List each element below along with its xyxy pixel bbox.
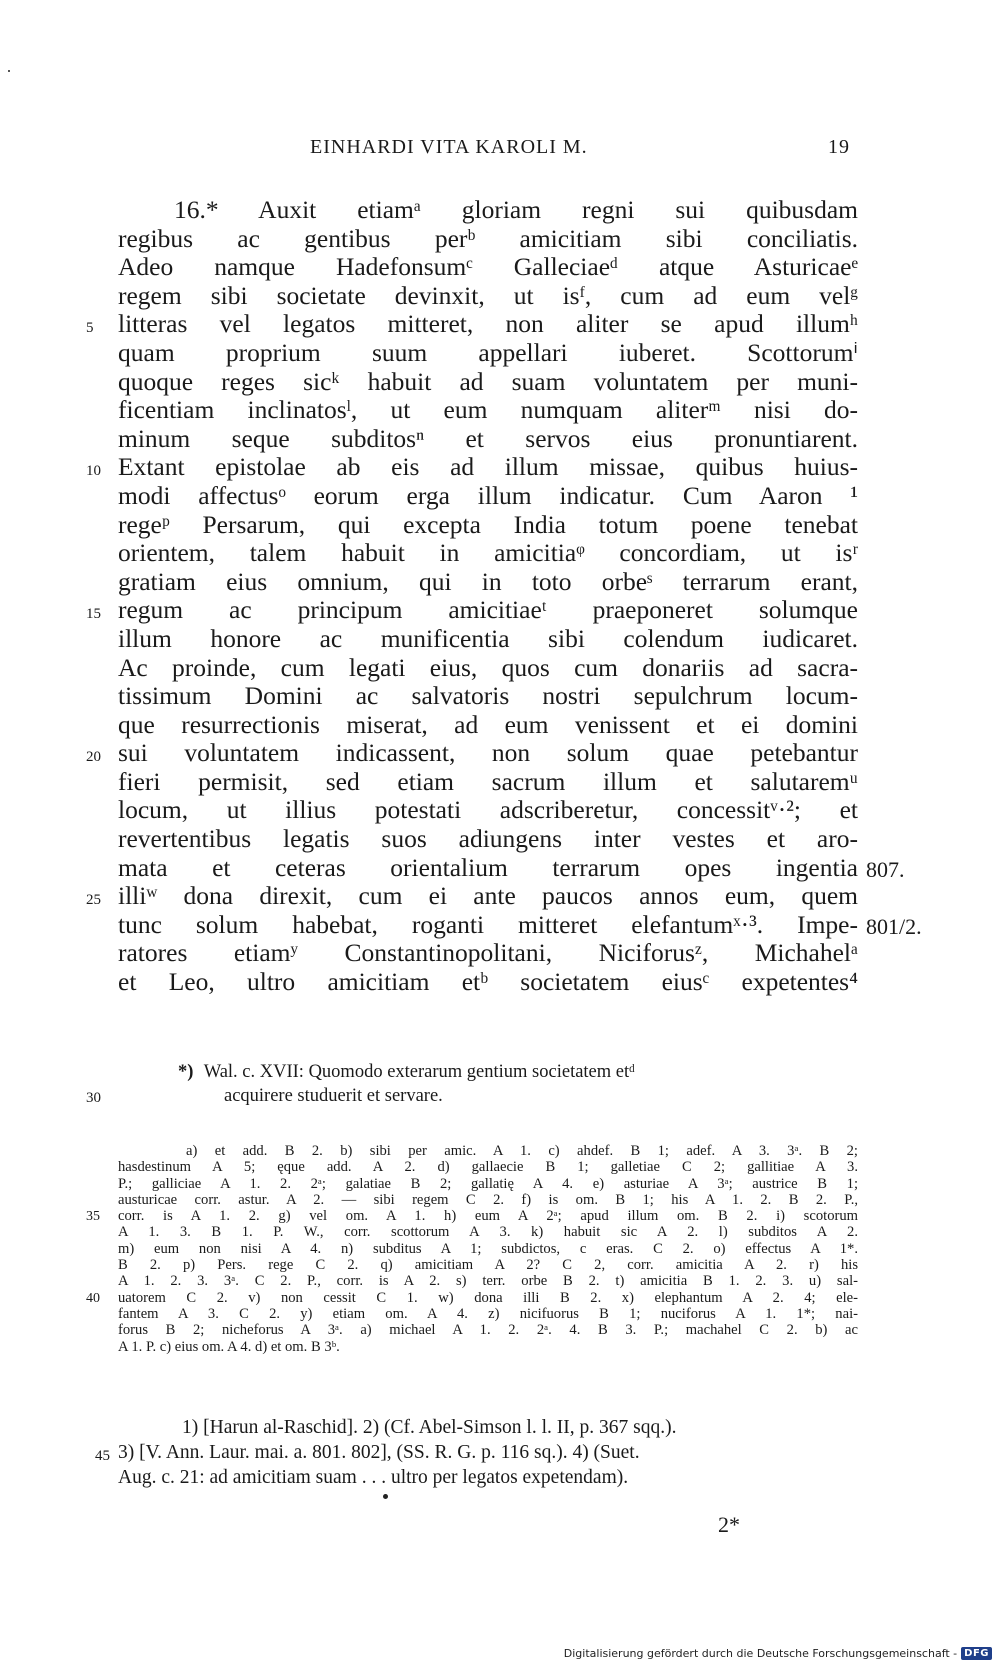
variants-line — [118, 1339, 858, 1355]
line-number: 20 — [86, 749, 101, 766]
main_text-line — [86, 595, 858, 625]
footnotes — [95, 1415, 858, 1490]
line-text: litteras vel legatos mitteret, non aliter se apud illumʰ — [118, 309, 858, 339]
line-text: regum ac principum amicitiaeᵗ praeponeret solumque — [118, 595, 858, 625]
line-text: A 1. P. c) eius om. A 4. d) et om. B 3ᵇ. — [118, 1338, 340, 1355]
running-title: EINHARDI VITA KAROLI M. — [310, 136, 588, 158]
main_text-line — [118, 852, 905, 883]
line-number: 5 — [86, 320, 94, 337]
main_text-line — [118, 909, 922, 940]
line-text: quam proprium suum appellari iuberet. Scottorumⁱ — [118, 337, 858, 367]
variants-line — [118, 1143, 858, 1159]
main_text-line — [118, 625, 858, 654]
footnotes-line — [118, 1415, 858, 1440]
line-text: Adeo namque Hadefonsumᶜ Galleciaeᵈ atque Asturicaeᵉ — [118, 252, 858, 282]
variants-line — [118, 1306, 858, 1322]
line-text: ficentiam inclinatosˡ, ut eum numquam aliterᵐ nisi do- — [118, 395, 858, 425]
line-text: A 1. 2. 3. 3ᵃ. C 2. P., corr. is A 2. s) terr. orbe B 2. t) amicitia B 1. 2. 3. u) sal- — [118, 1273, 858, 1290]
line-text: mata et ceteras orientalium terrarum opes ingentia — [118, 852, 858, 882]
main_text-line — [118, 368, 858, 397]
variants-line — [118, 1159, 858, 1175]
variants-line — [118, 1273, 858, 1289]
star-note-line-1: Wal. c. XVII: Quomodo exterarum gentium societatem etᵈ — [203, 1062, 635, 1082]
variants-line — [118, 1176, 858, 1192]
star-note — [178, 1060, 818, 1108]
line-text: a) et add. B 2. b) sibi per amic. A 1. c) ahdef. B 1; adef. A 3. 3ᵃ. B 2; — [186, 1143, 858, 1159]
main_text-line — [86, 452, 858, 482]
line-number: 10 — [86, 463, 101, 480]
line-text: fieri permisit, sed etiam sacrum illum et salutaremᵘ — [118, 766, 858, 796]
variants-line — [118, 1241, 858, 1257]
variants-line — [118, 1224, 858, 1240]
main_text-line — [118, 396, 858, 425]
variants-line — [118, 1192, 858, 1208]
line-text: illum honore ac munificentia sibi colendum iudicaret. — [118, 623, 858, 653]
main_text-line — [118, 339, 858, 368]
signature-mark: 2* — [718, 1512, 740, 1537]
scan-speck — [8, 70, 10, 72]
main_text-line — [118, 511, 858, 540]
margin-date: 801/2. — [866, 913, 922, 939]
credit-text: Digitalisierung gefördert durch die Deutsche Forschungsgemeinschaft - — [563, 1647, 958, 1660]
digitization-credit — [564, 1647, 992, 1660]
line-text: tunc solum habebat, roganti mitteret elefantumˣ·³. Impe- — [118, 909, 858, 939]
page-number: 19 — [828, 136, 850, 158]
line-text: Aug. c. 21: ad amicitiam suam . . . ultro per legatos expetendam). — [118, 1467, 629, 1488]
line-text: ratores etiamʸ Constantinopolitani, Niciforusᶻ, Michahelᵃ — [118, 938, 858, 968]
main_text-line — [118, 482, 858, 511]
line-number: 35 — [86, 1209, 100, 1225]
line-text: tissimum Domini ac salvatoris nostri sepulchrum locum- — [118, 681, 858, 711]
line-text: orientem, talem habuit in amicitiaᵠ concordiam, ut isʳ — [118, 538, 858, 568]
line-text: P.; galliciae A 1. 2. 2ᵃ; galatiae B 2; gallatię A 4. e) asturiae A 3ᵃ; austrice B 1; — [118, 1175, 858, 1192]
main_text-line — [118, 196, 858, 225]
line-number: 30 — [86, 1090, 101, 1106]
main_text-line — [86, 881, 858, 911]
line-text: illiʷ dona direxit, cum ei ante paucos annos eum, quem — [118, 881, 858, 911]
textual-variants — [86, 1143, 858, 1355]
line-text: sui voluntatem indicassent, non solum quae petebantur — [118, 738, 858, 768]
main_text-line — [118, 225, 858, 254]
line-number: 25 — [86, 892, 101, 909]
main_text-line — [118, 768, 858, 797]
star-note-line-2: acquirere studuerit et servare. — [224, 1086, 443, 1106]
main_text-line — [118, 682, 858, 711]
line-text: modi affectusᵒ eorum erga illum indicatur. Cum Aaron ¹ — [118, 480, 858, 510]
main_text-line — [118, 939, 858, 968]
main_text-line — [118, 968, 858, 997]
main_text-line — [118, 825, 858, 854]
line-text: Ac proinde, cum legati eius, quos cum donariis ad sacra- — [118, 652, 858, 682]
line-text: fantem A 3. C 2. y) etiam om. A 4. z) nicifuorus B 1; nuciforus A 1. 1*; nai- — [118, 1305, 858, 1322]
main_text-line — [118, 711, 858, 740]
line-text: 16.* Auxit etiamᵃ gloriam regni sui quibusdam — [174, 195, 858, 224]
printing-dot — [383, 1494, 388, 1499]
line-number: 40 — [86, 1290, 100, 1306]
line-text: uatorem C 2. v) non cessit C 1. w) dona illi B 2. x) elephantum A 2. 4; ele- — [118, 1289, 858, 1306]
footnotes-line — [95, 1440, 858, 1465]
line-text: regem sibi societate devinxit, ut isᶠ, cum ad eum velᵍ — [118, 280, 858, 310]
line-text: regeᵖ Persarum, qui excepta India totum poene tenebat — [118, 509, 858, 539]
main_text-line — [86, 309, 858, 339]
star-marker: *) — [178, 1062, 194, 1082]
line-text: quoque reges sicᵏ habuit ad suam voluntatem per muni- — [118, 366, 858, 396]
line-text: m) eum non nisi A 4. n) subditus A 1; subdictos, c eras. C 2. o) effectus A 1*. — [118, 1240, 858, 1257]
line-text: locum, ut illius potestati adscriberetur, concessitᵛ·²; et — [118, 795, 858, 825]
line-text: revertentibus legatis suos adiungens inter vestes et aro- — [118, 824, 858, 854]
line-text: que resurrectionis miserat, ad eum venissent et ei domini — [118, 709, 858, 739]
main_text-line — [118, 568, 858, 597]
line-text: gratiam eius omnium, qui in toto orbeˢ terrarum erant, — [118, 566, 858, 596]
main_text-line — [118, 539, 858, 568]
line-text: austuricae corr. astur. A 2. — sibi regem C 2. f) is om. B 1; his A 1. 2. B 2. P., — [118, 1191, 858, 1208]
line-text: hasdestinum A 5; ęque add. A 2. d) gallaecie B 1; galletiae C 2; gallitiae A 3. — [118, 1159, 858, 1176]
main-text — [86, 195, 922, 997]
main_text-line — [118, 425, 858, 454]
variants-line — [118, 1322, 858, 1338]
main_text-line — [118, 282, 858, 311]
line-text: corr. is A 1. 2. g) vel om. A 1. h) eum A 2ᵃ; apud illum om. B 2. i) scotorum — [118, 1208, 858, 1225]
margin-date: 807. — [866, 856, 905, 882]
line-text: Extant epistolae ab eis ad illum missae, quibus huius- — [118, 452, 858, 482]
main_text-line — [118, 796, 858, 825]
line-number: 15 — [86, 606, 101, 623]
line-text: regibus ac gentibus perᵇ amicitiam sibi conciliatis. — [118, 223, 858, 253]
line-text: minum seque subditosⁿ et servos eius pronuntiarent. — [118, 423, 858, 453]
variants-line — [86, 1289, 858, 1306]
footnotes-line — [118, 1465, 858, 1490]
line-text: A 1. 3. B 1. P. W., corr. scottorum A 3. k) habuit sic A 2. l) subditos A 2. — [118, 1224, 858, 1241]
line-text: forus B 2; nicheforus A 3ᵃ. a) michael A 1. 2. 2ᵃ. 4. B 3. P.; machahel C 2. b) ac — [118, 1322, 858, 1339]
dfg-logo: DFG — [961, 1647, 992, 1660]
line-text: 1) [Harun al-Raschid]. 2) (Cf. Abel-Simson l. l. II, p. 367 sqq.). — [182, 1417, 677, 1438]
line-text: B 2. p) Pers. rege C 2. q) amicitiam A 2? C 2, corr. amicitia A 2. r) his — [118, 1257, 858, 1274]
variants-line — [86, 1208, 858, 1225]
main_text-line — [118, 654, 858, 683]
line-text: et Leo, ultro amicitiam etᵇ societatem eiusᶜ expetentes⁴ — [118, 967, 858, 997]
main_text-line — [86, 738, 858, 768]
line-text: 3) [V. Ann. Laur. mai. a. 801. 802], (SS. R. G. p. 116 sq.). 4) (Suet. — [118, 1442, 640, 1463]
line-number: 45 — [95, 1448, 110, 1464]
main_text-line — [118, 253, 858, 282]
variants-line — [118, 1257, 858, 1273]
